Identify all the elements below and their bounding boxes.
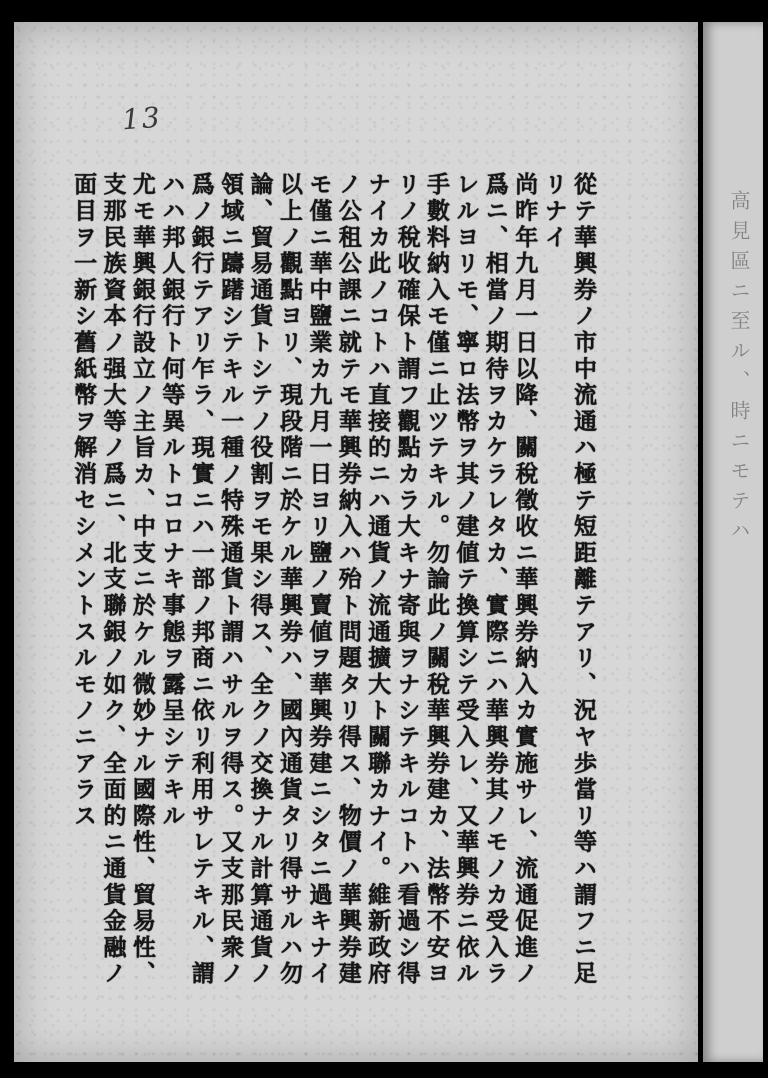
text-line: 支那民族資本ノ强大等ノ爲ニ、北支聯銀ノ如ク、全面的ニ通貨金融ノ <box>99 172 127 988</box>
page-number: 13 <box>120 100 163 137</box>
text-line: ナイカ此ノコトハ直接的ニハ通貨ノ流通擴大ト關聯カナイ。維新政府 <box>364 172 392 988</box>
text-line: リノ稅收確保ト謂フ觀點カラ大キナ寄與ヲナシテキルコトハ看過シ得 <box>393 172 421 988</box>
text-line: 尚昨年九月一日以降、關稅徵收ニ華興券納入カ實施サレ、流通促進ノ <box>511 172 539 988</box>
adjacent-page-edge <box>703 22 763 1062</box>
text-line: レルヨリモ、寧ロ法幣ヲ其ノ建値テ換算シテ受入レ、又華興券ニ依ル <box>452 172 480 988</box>
document-page <box>14 22 698 1062</box>
text-line: モ僅ニ華中鹽業カ九月一日ヨリ鹽ノ賣値ヲ華興券建ニシタニ過キナイ <box>305 172 333 988</box>
text-line: 爲ノ銀行テアリ乍ラ、現實ニハ一部ノ邦商ニ依リ利用サレテキル、謂 <box>187 172 215 988</box>
body-text <box>69 172 598 1002</box>
text-line: ハハ邦人銀行ト何等異ルトコロナキ事態ヲ露呈シテキル <box>158 172 186 830</box>
text-line: 以上ノ觀點ヨリ、現段階ニ於ケル華興券ハ、國內通貨タリ得サルハ勿 <box>275 172 303 988</box>
adjacent-page-text: 高見區ニ至ル、時ニモテハ <box>727 190 751 550</box>
text-line: 尤モ華興銀行設立ノ主旨カ、中支ニ於ケル微妙ナル國際性、貿易性、 <box>128 172 156 988</box>
text-line: 手數料納入モ僅ニ止ツテキル。勿論此ノ關稅華興券建カ、法幣不安ヨ <box>422 172 450 988</box>
text-line: 從テ華興券ノ市中流通ハ極テ短距離テアリ、況ヤ歩當リ等ハ謂フニ足 <box>570 172 597 988</box>
text-line: 論、貿易通貨トシテノ役割ヲモ果シ得ス、全クノ交換ナル計算通貨ノ <box>246 172 274 988</box>
text-line: リナイ <box>540 172 568 251</box>
text-line: ノ公租公課ニ就テモ華興券納入ハ殆ト問題タリ得ス、物價ノ華興券建 <box>334 172 362 988</box>
text-line: 領域ニ躊躇シテキル一種ノ特殊通貨ト謂ハサルヲ得ス。又支那民衆ノ <box>217 172 245 988</box>
text-line: 爲ニ、相當ノ期待ヲカケラレタカ、實際ニハ華興券其ノモノカ受入ラ <box>481 172 509 988</box>
text-line: 面目ヲ一新シ舊紙幣ヲ解消セシメントスルモノニアラス <box>70 172 98 830</box>
